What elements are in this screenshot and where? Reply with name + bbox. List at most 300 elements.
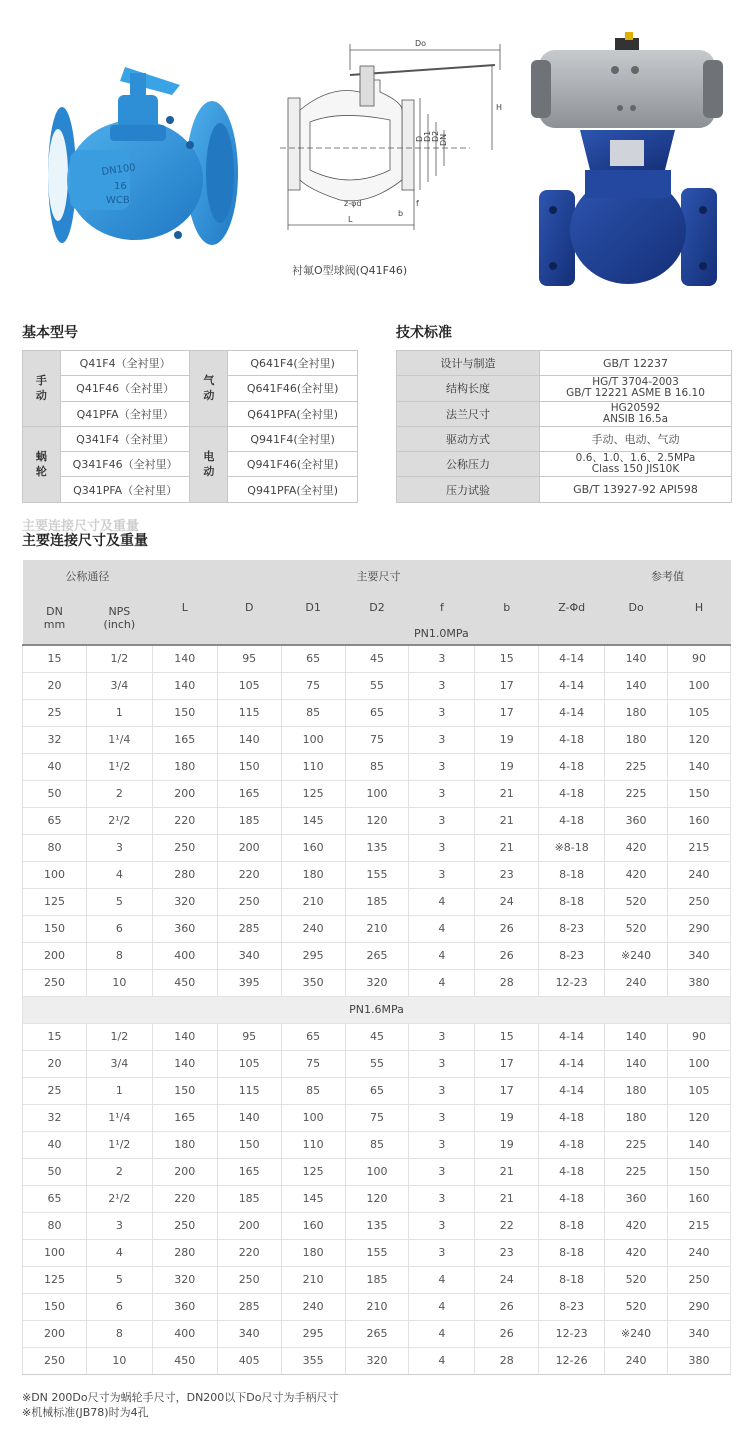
valve-body-text-mat: WCB [106, 195, 130, 206]
table-cell: 145 [281, 1185, 345, 1212]
table-cell: 45 [345, 1023, 409, 1050]
header-do: Do [605, 592, 668, 623]
table-cell: 160 [668, 807, 731, 834]
table-cell: 26 [475, 1293, 539, 1320]
tech-value-line: HG20592 [610, 401, 661, 414]
table-cell: 8 [86, 942, 152, 969]
table-cell: 105 [668, 1077, 731, 1104]
table-cell: 85 [345, 753, 409, 780]
table-cell: 40 [23, 1131, 87, 1158]
table-cell: 280 [152, 1239, 217, 1266]
tech-row [397, 351, 732, 376]
table-cell: 85 [281, 1077, 345, 1104]
table-row [23, 807, 731, 834]
table-cell: 90 [668, 1023, 731, 1050]
table-cell: 200 [23, 942, 87, 969]
product-images [0, 0, 752, 300]
table-cell: 420 [605, 861, 668, 888]
table-cell: 280 [152, 861, 217, 888]
table-cell: 3 [409, 699, 475, 726]
models-cell: Q41PFA（全衬里） [60, 401, 190, 426]
table-cell: 125 [23, 888, 87, 915]
table-cell: 80 [23, 834, 87, 861]
table-cell: 3 [409, 1050, 475, 1077]
table-cell: 50 [23, 780, 87, 807]
table-cell: 2¹/2 [86, 1185, 152, 1212]
table-cell: 155 [345, 861, 409, 888]
models-cell: Q941PFA(全衬里) [228, 477, 358, 502]
table-row [23, 1023, 731, 1050]
table-cell: 125 [281, 780, 345, 807]
table-cell: 115 [217, 1077, 281, 1104]
table-cell: ※240 [605, 1320, 668, 1347]
table-row [23, 1347, 731, 1374]
table-cell: 100 [345, 1158, 409, 1185]
table-row [23, 699, 731, 726]
table-cell: 160 [281, 1212, 345, 1239]
table-cell: 360 [152, 915, 217, 942]
table-row [23, 942, 731, 969]
table-cell: 150 [668, 1158, 731, 1185]
table-cell: 3 [409, 780, 475, 807]
table-cell: 21 [475, 807, 539, 834]
table-cell: 2 [86, 1158, 152, 1185]
models-category-worm: 蜗 轮 [23, 426, 61, 502]
table-cell: 290 [668, 915, 731, 942]
table-cell: 65 [345, 699, 409, 726]
table-cell: 6 [86, 915, 152, 942]
table-cell: 26 [475, 942, 539, 969]
table-cell: 3 [409, 834, 475, 861]
valve-technical-drawing [270, 30, 510, 245]
table-cell: 250 [152, 1212, 217, 1239]
table-cell: 19 [475, 1131, 539, 1158]
table-cell: 250 [217, 1266, 281, 1293]
table-cell: 150 [23, 1293, 87, 1320]
table-cell: 140 [152, 1023, 217, 1050]
table-cell: 23 [475, 861, 539, 888]
table-cell: 220 [152, 1185, 217, 1212]
tech-value-line: 0.6、1.0、1.6、2.5MPa [575, 452, 696, 465]
table-cell: 12-26 [539, 1347, 605, 1374]
table-cell: 1 [86, 699, 152, 726]
drawing-label-dn: DN [439, 133, 448, 146]
table-cell: 10 [86, 1347, 152, 1374]
tech-row [397, 452, 732, 477]
table-cell: 8-23 [539, 1293, 605, 1320]
table-cell: 180 [152, 1131, 217, 1158]
table-cell: 120 [345, 807, 409, 834]
table-cell: 180 [605, 726, 668, 753]
table-cell: 120 [345, 1185, 409, 1212]
models-category-manual: 手 动 [23, 351, 61, 427]
table-cell: 240 [605, 1347, 668, 1374]
tech-value: GB/T 13927-92 API598 [540, 477, 732, 502]
main-section-title: 主要连接尺寸及重量 [22, 533, 148, 549]
table-cell: 3 [409, 1239, 475, 1266]
table-cell: 100 [23, 1239, 87, 1266]
table-cell: 285 [217, 1293, 281, 1320]
table-cell: 120 [668, 726, 731, 753]
table-cell: 15 [475, 1023, 539, 1050]
tech-value-line: ANSIB 16.5a [602, 412, 669, 425]
drawing-label-d1: D1 [423, 130, 432, 142]
table-cell: 155 [345, 1239, 409, 1266]
table-cell: 140 [217, 1104, 281, 1131]
table-cell: 140 [605, 1050, 668, 1077]
table-cell: 420 [605, 1212, 668, 1239]
table-cell: 250 [668, 1266, 731, 1293]
table-cell: 210 [345, 1293, 409, 1320]
table-cell: 105 [217, 672, 281, 699]
models-cell: Q941F46(全衬里) [228, 452, 358, 477]
table-cell: 15 [23, 1023, 87, 1050]
header-z-phid: Z-Φd [539, 592, 605, 623]
table-cell: 115 [217, 699, 281, 726]
table-cell: 295 [281, 942, 345, 969]
tech-value-line: Class 150 JIS10K [591, 463, 680, 476]
table-cell: 185 [345, 1266, 409, 1293]
models-table [22, 350, 358, 503]
table-cell: 180 [605, 699, 668, 726]
table-cell: 4 [409, 888, 475, 915]
tech-section-title: 技术标准 [396, 325, 452, 341]
table-cell: 320 [152, 1266, 217, 1293]
tech-row [397, 477, 732, 502]
tech-standards-table [396, 350, 732, 503]
table-cell: 165 [152, 726, 217, 753]
table-cell: 450 [152, 969, 217, 996]
table-cell: 3 [409, 672, 475, 699]
table-cell: 250 [668, 888, 731, 915]
table-cell: 240 [605, 969, 668, 996]
models-section-title: 基本型号 [22, 325, 78, 341]
table-cell: 240 [668, 861, 731, 888]
tech-value-line: HG/T 3704-2003 [592, 376, 679, 389]
table-cell: 160 [281, 834, 345, 861]
table-cell: 3 [409, 1212, 475, 1239]
table-cell: 135 [345, 1212, 409, 1239]
table-cell: 185 [217, 1185, 281, 1212]
table-cell: 32 [23, 726, 87, 753]
models-cell: Q641PFA(全衬里) [228, 401, 358, 426]
table-cell: 520 [605, 1266, 668, 1293]
table-cell: 75 [281, 1050, 345, 1077]
drawing-caption: 衬氟O型球阀(Q41F46) [292, 264, 408, 277]
table-cell: 220 [152, 807, 217, 834]
table-cell: 3 [409, 726, 475, 753]
table-cell: 210 [281, 1266, 345, 1293]
models-cell: Q341PFA（全衬里） [60, 477, 190, 502]
table-cell: 240 [668, 1239, 731, 1266]
table-cell: 140 [605, 672, 668, 699]
tech-value [540, 376, 732, 401]
table-cell: 65 [23, 1185, 87, 1212]
table-cell: 405 [217, 1347, 281, 1374]
table-cell: 12-23 [539, 969, 605, 996]
table-cell: 25 [23, 699, 87, 726]
table-cell: 4-14 [539, 1050, 605, 1077]
tech-value: GB/T 12237 [540, 351, 732, 376]
table-cell: 45 [345, 645, 409, 672]
table-cell: 250 [217, 888, 281, 915]
pressure-band-pn16: PN1.6MPa [23, 996, 731, 1023]
table-cell: 520 [605, 1293, 668, 1320]
table-cell: 110 [281, 753, 345, 780]
table-cell: 3/4 [86, 672, 152, 699]
table-cell: 65 [281, 1023, 345, 1050]
table-cell: 150 [217, 1131, 281, 1158]
table-cell: 295 [281, 1320, 345, 1347]
drawing-label-b: b [398, 209, 404, 218]
table-row [23, 645, 731, 672]
table-cell: 65 [345, 1077, 409, 1104]
table-cell: 75 [345, 726, 409, 753]
table-cell: 4-14 [539, 1077, 605, 1104]
header-d1: D1 [281, 592, 345, 623]
header-nominal-size: 公称通径 [23, 560, 153, 592]
table-cell: 140 [668, 1131, 731, 1158]
valve-body-text-dn: DN100 [100, 162, 137, 178]
table-row [23, 672, 731, 699]
table-cell: 225 [605, 780, 668, 807]
table-row [23, 1158, 731, 1185]
table-row [23, 780, 731, 807]
table-cell: ※8-18 [539, 834, 605, 861]
table-cell: 360 [605, 807, 668, 834]
table-cell: 140 [152, 645, 217, 672]
table-cell: 3 [409, 861, 475, 888]
table-cell: 200 [152, 1158, 217, 1185]
header-l: L [152, 592, 217, 623]
table-cell: 4 [409, 942, 475, 969]
table-cell: 165 [217, 780, 281, 807]
table-cell: 340 [217, 1320, 281, 1347]
table-row [23, 888, 731, 915]
table-cell: 265 [345, 942, 409, 969]
table-cell: 220 [217, 1239, 281, 1266]
table-cell: 2 [86, 780, 152, 807]
table-cell: 4-18 [539, 1104, 605, 1131]
table-cell: 240 [281, 1293, 345, 1320]
table-cell: 4-14 [539, 699, 605, 726]
header-b: b [475, 592, 539, 623]
table-cell: 8 [86, 1320, 152, 1347]
table-cell: 185 [345, 888, 409, 915]
table-cell: 19 [475, 1104, 539, 1131]
table-cell: 5 [86, 888, 152, 915]
tech-key: 公称压力 [397, 452, 540, 477]
table-row [23, 1077, 731, 1104]
table-cell: 240 [281, 915, 345, 942]
table-row [23, 1320, 731, 1347]
table-row [23, 969, 731, 996]
table-cell: 215 [668, 1212, 731, 1239]
table-cell: 8-23 [539, 942, 605, 969]
table-cell: 4-18 [539, 807, 605, 834]
table-cell: 3 [86, 834, 152, 861]
table-cell: 4-18 [539, 1185, 605, 1212]
table-cell: 150 [23, 915, 87, 942]
table-cell: 4-18 [539, 753, 605, 780]
table-cell: 1¹/4 [86, 1104, 152, 1131]
table-row [23, 1212, 731, 1239]
pressure-band-row [23, 996, 731, 1023]
table-cell: 32 [23, 1104, 87, 1131]
manual-ball-valve-photo [40, 55, 250, 255]
table-cell: ※240 [605, 942, 668, 969]
table-cell: 3 [409, 753, 475, 780]
tech-row [397, 426, 732, 451]
models-cell: Q941F4(全衬里) [228, 426, 358, 451]
table-cell: 8-18 [539, 1266, 605, 1293]
table-cell: 350 [281, 969, 345, 996]
table-cell: 75 [345, 1104, 409, 1131]
table-cell: 8-18 [539, 861, 605, 888]
table-cell: 55 [345, 672, 409, 699]
table-cell: 17 [475, 672, 539, 699]
table-cell: 10 [86, 969, 152, 996]
table-row [23, 1131, 731, 1158]
table-cell: 28 [475, 1347, 539, 1374]
tech-key: 法兰尺寸 [397, 401, 540, 426]
drawing-label-d2: D2 [431, 130, 440, 142]
table-row [23, 1293, 731, 1320]
tech-value-line: GB/T 12221 ASME B 16.10 [566, 387, 705, 400]
table-cell: 165 [217, 1158, 281, 1185]
table-cell: 20 [23, 672, 87, 699]
table-cell: 4 [409, 1347, 475, 1374]
table-cell: 23 [475, 1239, 539, 1266]
table-cell: 8-18 [539, 1239, 605, 1266]
table-cell: 140 [605, 1023, 668, 1050]
table-cell: 3 [409, 645, 475, 672]
table-row [23, 834, 731, 861]
table-row [23, 861, 731, 888]
table-cell: 140 [605, 645, 668, 672]
table-cell: 21 [475, 834, 539, 861]
table-cell: 26 [475, 1320, 539, 1347]
table-cell: 4-14 [539, 672, 605, 699]
header-h: H [668, 592, 731, 623]
table-cell: 220 [217, 861, 281, 888]
table-cell: 125 [281, 1158, 345, 1185]
table-row [23, 753, 731, 780]
table-cell: 450 [152, 1347, 217, 1374]
tech-row [397, 401, 732, 426]
table-cell: 4-18 [539, 1131, 605, 1158]
table-cell: 140 [217, 726, 281, 753]
table-cell: 1¹/2 [86, 753, 152, 780]
table-row [23, 1104, 731, 1131]
table-cell: 1¹/2 [86, 1131, 152, 1158]
footnote: ※DN 200Do尺寸为蜗轮手尺寸，DN200以下Do尺寸为手柄尺寸 [22, 1391, 339, 1404]
tech-key: 设计与制造 [397, 351, 540, 376]
table-cell: 285 [217, 915, 281, 942]
table-cell: 100 [281, 726, 345, 753]
table-cell: 520 [605, 915, 668, 942]
models-row [23, 351, 358, 376]
table-row [23, 915, 731, 942]
table-cell: 28 [475, 969, 539, 996]
table-cell: 135 [345, 834, 409, 861]
table-cell: 1/2 [86, 1023, 152, 1050]
models-cell: Q341F4（全衬里） [60, 426, 190, 451]
table-cell: 3 [409, 1158, 475, 1185]
table-cell: 360 [152, 1293, 217, 1320]
tech-key: 压力试验 [397, 477, 540, 502]
table-cell: 40 [23, 753, 87, 780]
table-cell: 320 [152, 888, 217, 915]
table-cell: 21 [475, 1185, 539, 1212]
drawing-label-h: H [496, 103, 503, 112]
table-cell: 105 [668, 699, 731, 726]
table-cell: 105 [217, 1050, 281, 1077]
table-cell: 80 [23, 1212, 87, 1239]
table-cell: 180 [281, 861, 345, 888]
table-cell: 4 [86, 861, 152, 888]
table-cell: 210 [281, 888, 345, 915]
table-cell: 250 [23, 969, 87, 996]
pneumatic-ball-valve-photo [525, 30, 730, 290]
table-cell: 4 [409, 1320, 475, 1347]
table-cell: 140 [152, 1050, 217, 1077]
dimensions-table [22, 560, 731, 1375]
table-cell: 215 [668, 834, 731, 861]
table-cell: 4-18 [539, 1158, 605, 1185]
header-nps: NPS (inch) [86, 592, 152, 645]
table-cell: 22 [475, 1212, 539, 1239]
table-cell: 340 [668, 942, 731, 969]
table-cell: 15 [475, 645, 539, 672]
table-cell: 3 [409, 807, 475, 834]
drawing-label-zphid: z-φd [344, 199, 362, 208]
models-category-pneumatic: 气 动 [190, 351, 228, 427]
table-cell: 355 [281, 1347, 345, 1374]
table-cell: 6 [86, 1293, 152, 1320]
table-cell: 17 [475, 1050, 539, 1077]
table-cell: 290 [668, 1293, 731, 1320]
clipped-heading-ghost: 主要连接尺寸及重量 [22, 519, 140, 534]
table-cell: 4 [409, 915, 475, 942]
table-cell: 4 [409, 1266, 475, 1293]
table-cell: 150 [668, 780, 731, 807]
table-cell: 20 [23, 1050, 87, 1077]
table-cell: 320 [345, 1347, 409, 1374]
table-cell: 1/2 [86, 645, 152, 672]
table-cell: 180 [605, 1077, 668, 1104]
table-cell: 85 [281, 699, 345, 726]
header-d: D [217, 592, 281, 623]
tech-value [540, 401, 732, 426]
header-reference-values: 参考值 [605, 560, 731, 592]
models-cell: Q341F46（全衬里） [60, 452, 190, 477]
models-category-electric: 电 动 [190, 426, 228, 502]
table-cell: 200 [23, 1320, 87, 1347]
table-cell: 250 [152, 834, 217, 861]
table-cell: 4 [409, 969, 475, 996]
table-row [23, 726, 731, 753]
table-cell: 110 [281, 1131, 345, 1158]
table-cell: 4-18 [539, 726, 605, 753]
table-cell: 3 [409, 1185, 475, 1212]
table-cell: 150 [217, 753, 281, 780]
table-cell: 420 [605, 1239, 668, 1266]
table-cell: 95 [217, 1023, 281, 1050]
table-cell: 21 [475, 1158, 539, 1185]
table-cell: 8-18 [539, 888, 605, 915]
table-cell: 1 [86, 1077, 152, 1104]
